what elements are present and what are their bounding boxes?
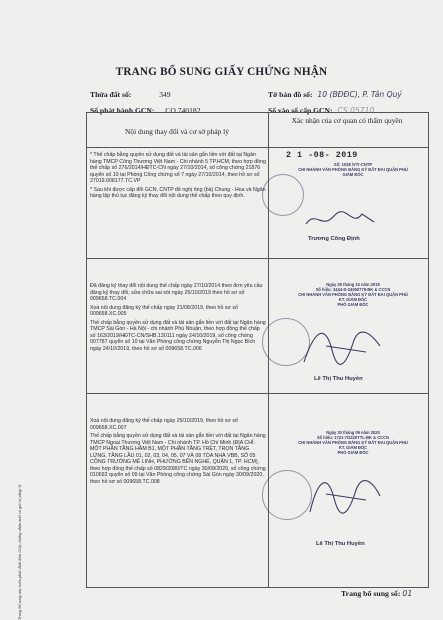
entry-2-signer: Lê Thị Thu Huyền: [314, 376, 363, 382]
supplement-page-number: [341, 589, 412, 598]
entry-3-confirm-line: Ngày 30 tháng 09 năm 2020: [326, 430, 380, 435]
registry-number-value: CS 05710: [337, 106, 375, 115]
entry-2-confirm-line: Số hiệu: 3444-D-24050779-BK & CCCN: [315, 287, 391, 293]
entry-2-confirmation: [278, 282, 428, 307]
entry-1-confirm-line: CHI NHÁNH VĂN PHÒNG ĐĂNG KÝ ĐẤT ĐAI QUẬN PHÚ: [298, 167, 408, 173]
map-sheet-value: 10 (BĐĐC), P. Tân Quý: [317, 90, 402, 99]
entry-2-confirm-line: PHÓ GIÁM ĐỐC: [337, 302, 369, 308]
entry-1-confirm-line: Số: 1038 /VTr-CNTP: [333, 162, 373, 167]
entry-3-paragraph: Xoá nội dung đăng ký thế chấp ngày 25/10/2019, theo hồ sơ số 009658.XC.007: [90, 418, 238, 431]
entry-1-date: 2 1 -08- 2019: [286, 150, 358, 160]
row-divider-2: [86, 393, 429, 394]
parcel-number-value: 349: [159, 90, 171, 99]
table-header-divider: [86, 147, 429, 148]
entry-3-confirmation: [278, 430, 428, 455]
parcel-number: [90, 90, 171, 99]
entry-3-signature: [300, 468, 386, 520]
side-legal-note: Trang bổ sung này luôn phải đính kèm Giấy chứng nhận mới có giá trị pháp lý: [17, 484, 22, 620]
certificate-serial-label: Số phát hành GCN:: [90, 106, 155, 115]
entry-2-confirm-line: Ngày 25 tháng 10 năm 2019: [326, 282, 380, 287]
map-sheet-number: [268, 90, 402, 99]
page-title: TRANG BỔ SUNG GIẤY CHỨNG NHẬN: [115, 66, 328, 78]
entry-1-content: [90, 152, 266, 200]
entry-2-content: [90, 283, 266, 352]
entry-1-signer: Trương Công Định: [308, 236, 360, 242]
table-bottom-border: [86, 587, 429, 588]
table-right-border: [428, 112, 429, 588]
entry-3-signer: Lê Thị Thu Huyền: [316, 541, 365, 547]
entry-1-confirm-line: GIÁM ĐỐC: [342, 172, 364, 178]
entry-2-signature: [296, 322, 386, 370]
entry-1-signature: [300, 208, 380, 232]
header-change-content: Nội dung thay đổi và cơ sở pháp lý: [125, 127, 229, 136]
entry-2-confirm-line: KT. GIÁM ĐỐC: [338, 297, 368, 303]
header-authority-confirmation: Xác nhận của cơ quan có thẩm quyền: [291, 116, 403, 125]
map-sheet-label: Tờ bản đồ số:: [268, 90, 313, 99]
registry-number-label: Số vào sổ cấp GCN:: [268, 106, 333, 115]
table-top-border: [86, 112, 429, 113]
entry-2-paragraph: Xoá nội dung đăng ký thế chấp ngày 21/08/2019, theo hồ sơ số 009658.XC.005: [90, 304, 238, 318]
entry-3-confirm-line: Số hiệu: 1721-7/2220TTL-BK & CCCN: [316, 435, 390, 441]
entry-2-paragraph: Đã đăng ký thay đổi nội dung thế chấp ngày 27/10/2014 theo đơn yêu cầu đăng ký thay đổi, sửa chữa sai sót ngày 25/10/2019 theo hồ sơ số 009658.TC.004: [90, 283, 263, 303]
entry-3-content: [90, 418, 266, 485]
certificate-serial-value: CO 740182: [165, 106, 201, 115]
entry-3-confirm-line: KT. GIÁM ĐỐC: [338, 445, 368, 451]
entry-2-paragraph: Thế chấp bằng quyền sử dụng đất và tài sản gắn liền với đất tại Ngân hàng TMCP Sài Gòn - Hà Nội - chi nhánh Phú Nhuận, theo hợp đồng thế chấp số 163/2019/HĐTC-CN/SHB.130111 ngày 24/10/2019, số công chứng 007787 quyển số 10 tại Văn Phòng công chứng Nguyễn Thị Ngọc Bích ngày 24/10/2019, theo hồ sơ số 009658.TC.006: [90, 319, 266, 352]
table-left-border: [86, 112, 87, 588]
entry-1-paragraph: * Sau khi được cấp đổi GCN, CNTP đề nghị ông (bà) Chung - Hoa và Ngân hàng lập thủ tục đăng ký thay đổi nội dung thế chấp theo quy định.: [90, 186, 266, 200]
entry-1-official-seal: [262, 174, 304, 216]
entry-2-confirm-line: CHI NHÁNH VĂN PHÒNG ĐĂNG KÝ ĐẤT ĐAI QUẬN PHÚ: [298, 292, 408, 298]
entry-1-confirmation: [278, 162, 428, 177]
supplement-page-label: Trang bổ sung số:: [341, 589, 401, 598]
entry-3-paragraph: Thế chấp bằng quyền sử dụng đất và tài sản gắn liền với đất tại Ngân hàng TMCP Ngoại Thương Việt Nam - Chi nhánh TP. Hồ Chí Minh (ĐỊA CHỈ: MỘT PHẦN TẦNG HẦM B1, MỘT PHẦN TẦNG TRỆT, TRỌN TẦNG LỬNG, TẦNG LẦU 01, 02, 03, 04, 05, 07 VÀ 08 TÒA NHÀ VBB, SỐ 05 CÔNG TRƯỜNG MÊ LINH, PHƯỜNG BẾN NGHÉ, QUẬN 1, TP. HCM), theo hợp đồng thế chấp số 0829/2080/TC ngày 30/09/2020, số công chứng 010692 quyển số 09 tại Văn Phòng công chứng Sài Gòn ngày 30/09/2020, theo hồ sơ số 009658.TC.008: [90, 433, 266, 485]
row-divider-1: [86, 258, 429, 259]
parcel-number-label: Thửa đất số:: [90, 90, 132, 99]
entry-1-paragraph: * Thế chấp bằng quyền sử dụng đất và tài sản gắn liền với đất tại Ngân hàng TMCP Công Thương Việt Nam - Chi nhánh 5 TP.HCM, theo hợp đồng thế chấp số 276/2014/HĐTC-CN ngày 27/10/2014, số công chứng 21876 quyển số 10 tại Phòng Công chứng số 7 ngày 27/10/2014, theo hồ sơ số 27019.008177.TC.VP: [90, 152, 266, 185]
entry-3-confirm-line: PHÓ GIÁM ĐỐC: [337, 450, 369, 456]
supplement-page-value: 01: [402, 589, 413, 598]
entry-3-confirm-line: CHI NHÁNH VĂN PHÒNG ĐĂNG KÝ ĐẤT ĐAI QUẬN PHÚ: [298, 440, 408, 446]
